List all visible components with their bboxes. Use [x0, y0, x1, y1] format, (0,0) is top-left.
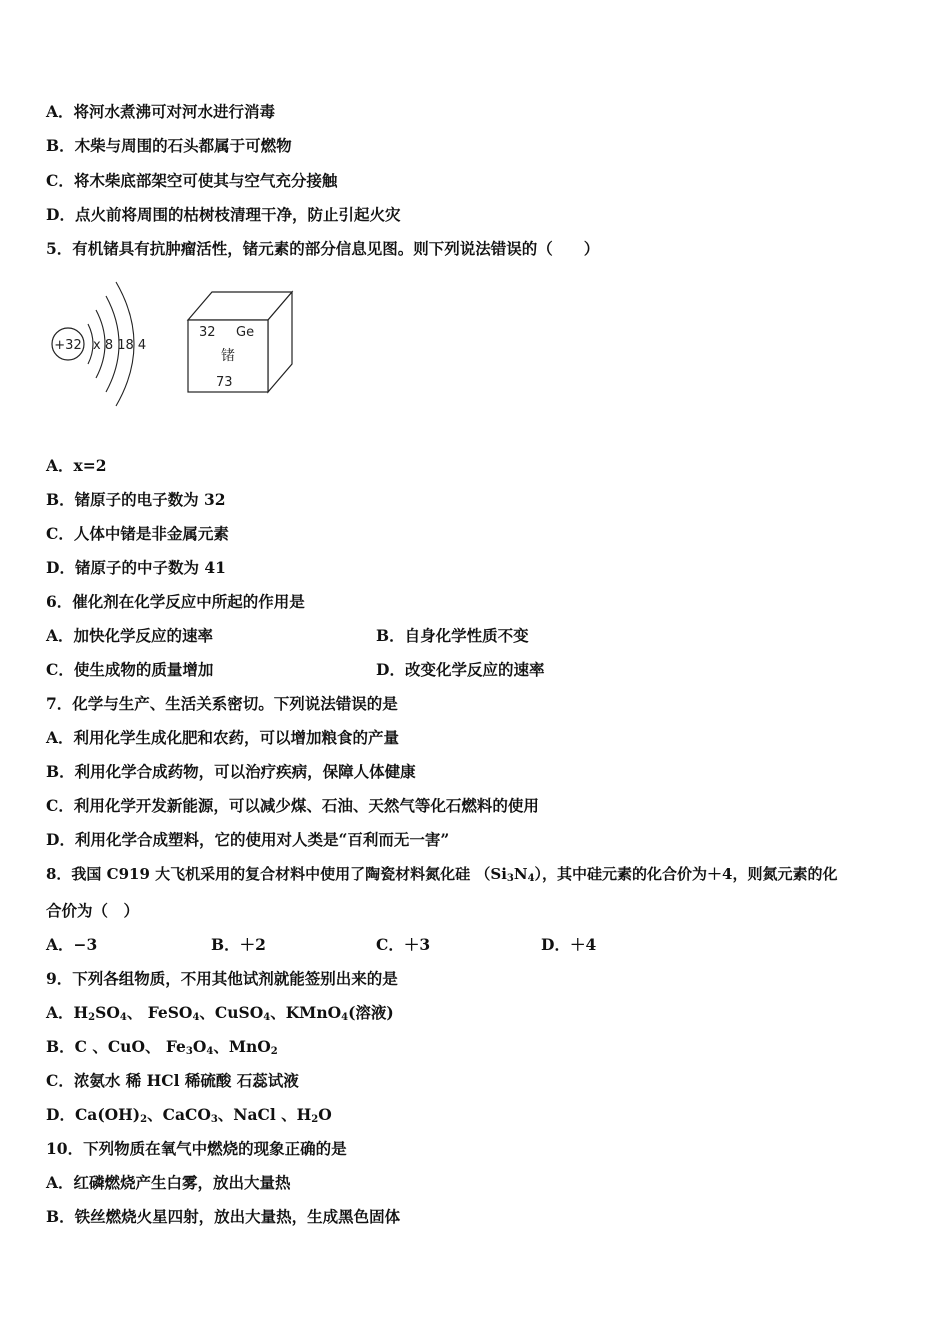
q4-option-a: A．将河水煮沸可对河水进行消毒 [46, 102, 276, 121]
q7-stem: 7．化学与生产、生活关系密切。下列说法错误的是 [46, 694, 398, 713]
nucleus-charge: +32 [54, 338, 82, 353]
q9-option-d: D．$Ca(OH)_2$、CaCO$_3$、NaCl 、$H_2O$ [46, 1105, 332, 1125]
q10-option-b: B．铁丝燃烧火星四射，放出大量热，生成黑色固体 [46, 1207, 401, 1226]
q7-option-d: D．利用化学合成塑料，它的使用对人类是“百利而无一害” [46, 830, 450, 849]
q9-option-a: A．$H_2SO_4$、 FeSO$_4$、CuSO$_4$、KMnO$_4$(溶液) [46, 1003, 394, 1023]
q5-option-b: B．锗原子的电子数为 32 [46, 490, 226, 509]
q8-stem-line2: 合价为（ ） [46, 901, 140, 920]
q8-option-d: D．＋4 [541, 935, 597, 954]
q6-option-c: C．使生成物的质量增加 [46, 660, 214, 679]
q7-option-b: B．利用化学合成药物，可以治疗疾病，保障人体健康 [46, 762, 416, 781]
q5-option-a: A．x=2 [46, 456, 107, 475]
q9-option-c: C．浓氨水 稀 HCl 稀硫酸 石蕊试液 [46, 1071, 299, 1090]
element-card [188, 292, 292, 392]
q7-option-c: C．利用化学开发新能源，可以减少煤、石油、天然气等化石燃料的使用 [46, 796, 539, 815]
atom-structure-diagram [52, 282, 146, 406]
q4-option-b: B．木柴与周围的石头都属于可燃物 [46, 136, 292, 155]
q8-option-b: B．＋2 [211, 935, 266, 954]
q8-stem: 8．我国 C919 大飞机采用的复合材料中使用了陶瓷材料氮化硅 $(Si_3N_4)$，其中硅元素的化合价为＋4，则氮元素的化 [46, 865, 838, 884]
germanium-figure [46, 268, 306, 418]
q6-stem: 6．催化剂在化学反应中所起的作用是 [46, 592, 305, 611]
q9-option-b: B．C 、CuO、 $Fe_3O_4$、MnO$_2$ [46, 1037, 278, 1057]
q10-stem: 10．下列物质在氧气中燃烧的现象正确的是 [46, 1139, 347, 1158]
q5-option-c: C．人体中锗是非金属元素 [46, 524, 229, 543]
q5-option-d: D．锗原子的中子数为 41 [46, 558, 226, 577]
q10-option-a: A．红磷燃烧产生白雾，放出大量热 [46, 1173, 291, 1192]
q5-stem: 5．有机锗具有抗肿瘤活性，锗元素的部分信息见图。则下列说法错误的（ ） [46, 239, 600, 258]
q8-option-c: C．＋3 [376, 935, 431, 954]
q6-option-b: B．自身化学性质不变 [376, 626, 529, 645]
atomic-number: 32 [199, 325, 216, 340]
electron-shells: x 8 18 4 [93, 338, 147, 353]
element-symbol: Ge [236, 325, 255, 340]
q9-stem: 9．下列各组物质，不用其他试剂就能签别出来的是 [46, 969, 398, 988]
q7-option-a: A．利用化学生成化肥和农药，可以增加粮食的产量 [46, 728, 400, 747]
q6-option-a: A．加快化学反应的速率 [46, 626, 214, 645]
atomic-mass: 73 [216, 375, 233, 390]
q6-option-d: D．改变化学反应的速率 [376, 660, 545, 679]
q8-option-a: A．−3 [46, 935, 98, 954]
q4-option-d: D．点火前将周围的枯树枝清理干净，防止引起火灾 [46, 205, 401, 224]
element-name: 锗 [221, 348, 235, 364]
q4-option-c: C．将木柴底部架空可使其与空气充分接触 [46, 171, 338, 190]
